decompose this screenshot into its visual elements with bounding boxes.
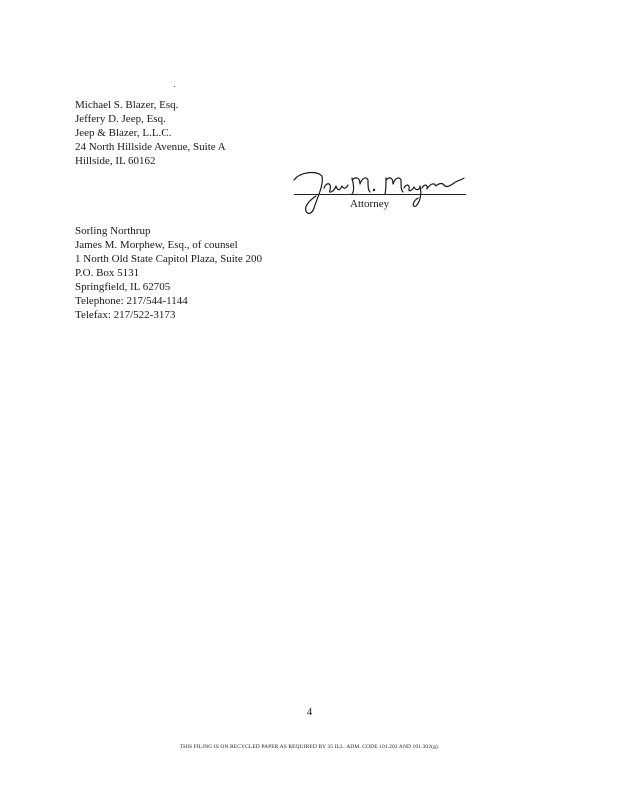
recycled-paper-footer: THIS FILING IS ON RECYCLED PAPER AS REQUIRED BY 35 ILL. ADM. CODE 101.202 AND 101.302(g). bbox=[179, 744, 440, 750]
address-line: Jeffery D. Jeep, Esq. bbox=[75, 113, 166, 125]
address-line: Sorling Northrup bbox=[75, 225, 151, 237]
address-line: Telefax: 217/522-3173 bbox=[75, 309, 176, 321]
service-address-sorling-northrup bbox=[75, 224, 262, 322]
signature-line bbox=[294, 194, 466, 195]
address-line: Michael S. Blazer, Esq. bbox=[75, 99, 179, 111]
page-number: 4 bbox=[306, 706, 313, 718]
scan-speck bbox=[174, 86, 175, 87]
signature-caption: Attorney bbox=[350, 198, 390, 210]
attorney-signature-block bbox=[290, 166, 470, 218]
service-address-blazer-jeep bbox=[75, 98, 226, 168]
address-line: Telephone: 217/544-1144 bbox=[75, 295, 188, 307]
address-line: 1 North Old State Capitol Plaza, Suite 200 bbox=[75, 253, 262, 265]
address-line: James M. Morphew, Esq., of counsel bbox=[75, 239, 238, 251]
address-line: P.O. Box 5131 bbox=[75, 267, 140, 279]
address-line: Hillside, IL 60162 bbox=[75, 155, 156, 167]
address-line: Springfield, IL 62705 bbox=[75, 281, 171, 293]
address-line: 24 North Hillside Avenue, Suite A bbox=[75, 141, 226, 153]
address-line: Jeep & Blazer, L.L.C. bbox=[75, 127, 172, 139]
